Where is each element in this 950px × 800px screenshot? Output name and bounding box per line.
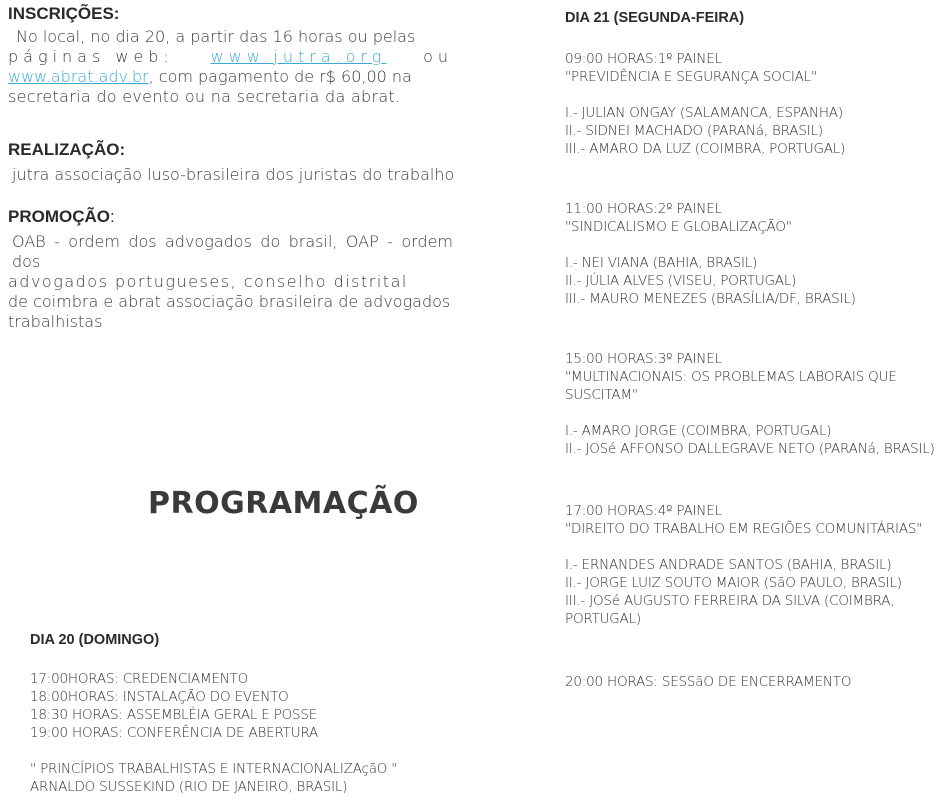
inscricoes-line4: secretaria do evento ou na secretaria da abrat. <box>8 87 401 106</box>
panel-title-cont: SUSCITAM" <box>565 387 638 403</box>
conference-title: " PRINCÍPIOS TRABALHISTAS E INTERNACIONALIZAçãO " <box>30 761 398 777</box>
inscricoes-line1: No local, no dia 20, a partir das 16 horas ou pelas <box>16 27 416 46</box>
promocao-line1: OAB - ordem dos advogados do brasil, OAP - ordem dos <box>12 232 453 271</box>
panel-time: 15:00 HORAS:3º PAINEL <box>565 351 722 367</box>
speaker: PORTUGAL) <box>565 611 641 627</box>
speaker: III.- MAURO MENEZES (BRASÍLIA/DF, BRASIL) <box>565 291 856 307</box>
panel-speakers <box>565 254 945 308</box>
panel-3 <box>565 350 945 458</box>
conference-block <box>30 760 470 796</box>
speaker: II.- JORGE LUIZ SOUTO MAIOR (SãO PAULO, BRASIL) <box>565 575 902 591</box>
inscricoes-section <box>8 3 453 107</box>
dia21-heading: DIA 21 (SEGUNDA-FEIRA) <box>565 10 745 26</box>
panel-title: "DIREITO DO TRABALHO EM REGIÕES COMUNITÁRIAS" <box>565 521 923 537</box>
abrat-link[interactable]: www.abrat.adv.br <box>8 67 149 86</box>
dia20-section <box>30 632 470 796</box>
speaker: I.- NEI VIANA (BAHIA, BRASIL) <box>565 255 758 271</box>
realizacao-text: jutra associação luso-brasileira dos juristas do trabalho <box>12 165 455 184</box>
closing-block <box>565 673 945 691</box>
panel-2 <box>565 200 945 308</box>
speaker: I.- AMARO JORGE (COIMBRA, PORTUGAL) <box>565 423 832 439</box>
dia20-item: 17:00HORAS: CREDENCIAMENTO <box>30 671 249 687</box>
speaker: II.- JÚLIA ALVES (VISEU, PORTUGAL) <box>565 273 797 289</box>
panel-speakers <box>565 422 945 458</box>
panel-time: 17:00 HORAS:4º PAINEL <box>565 503 722 519</box>
inscricoes-heading: INSCRIÇÕES: <box>8 4 120 23</box>
speaker: II.- SIDNEI MACHADO (PARANá, BRASIL) <box>565 123 823 139</box>
speaker: III.- JOSé AUGUSTO FERREIRA DA SILVA (COIMBRA, <box>565 593 895 609</box>
panel-title: "SINDICALISMO E GLOBALIZAÇÃO" <box>565 219 792 235</box>
closing-session: 20:00 HORAS: SESSãO DE ENCERRAMENTO <box>565 674 852 690</box>
promocao-heading: PROMOÇÃO <box>8 207 110 226</box>
promocao-line4: trabalhistas <box>8 312 103 331</box>
panel-time: 11:00 HORAS:2º PAINEL <box>565 201 722 217</box>
dia20-heading: DIA 20 (DOMINGO) <box>30 632 160 648</box>
realizacao-heading: REALIZAÇÃO: <box>8 140 126 159</box>
realizacao-section <box>8 139 457 185</box>
speaker: I.- ERNANDES ANDRADE SANTOS (BAHIA, BRASIL) <box>565 557 892 573</box>
promocao-line3: de coimbra e abrat associação brasileira de advogados <box>8 292 451 311</box>
dia20-item: 18:30 HORAS: ASSEMBLÉIA GERAL E POSSE <box>30 707 318 723</box>
ou-text: ou <box>423 47 453 66</box>
speaker: II.- JOSé AFFONSO DALLEGRAVE NETO (PARANá, BRASIL) <box>565 441 935 457</box>
inscricoes-line3 <box>8 67 453 87</box>
paginas-web-text: páginas web: <box>8 47 174 66</box>
dia20-list <box>30 670 470 742</box>
panel-title: "MULTINACIONAIS: OS PROBLEMAS LABORAIS QUE <box>565 369 897 385</box>
promocao-section <box>8 206 453 332</box>
panel-1 <box>565 50 945 158</box>
dia20-item: 19:00 HORAS: CONFERÊNCIA DE ABERTURA <box>30 725 319 741</box>
promocao-colon: : <box>110 207 115 226</box>
inscricoes-line2 <box>8 47 453 67</box>
panel-time: 09:00 HORAS:1º PAINEL <box>565 51 722 67</box>
panel-4 <box>565 502 945 628</box>
panel-speakers <box>565 104 945 158</box>
speaker: III.- AMARO DA LUZ (COIMBRA, PORTUGAL) <box>565 141 846 157</box>
promocao-heading-row <box>8 206 453 227</box>
panel-speakers <box>565 556 945 628</box>
promocao-line2: advogados portugueses, conselho distrital <box>8 272 408 291</box>
conference-speaker: ARNALDO SUSSEKIND (RIO DE JANEIRO, BRASIL) <box>30 779 348 795</box>
jutra-link[interactable]: www.jutra.org <box>210 47 387 66</box>
speaker: I.- JULIAN ONGAY (SALAMANCA, ESPANHA) <box>565 105 843 121</box>
dia21-heading-block <box>565 10 945 26</box>
panel-title: "PREVIDÊNCIA E SEGURANÇA SOCIAL" <box>565 69 817 85</box>
pagamento-text: , com pagamento de r$ 60,00 na <box>148 67 412 86</box>
dia20-item: 18:00HORAS: INSTALAÇÃO DO EVENTO <box>30 689 289 705</box>
programacao-title: PROGRAMAÇÃO <box>148 486 419 521</box>
